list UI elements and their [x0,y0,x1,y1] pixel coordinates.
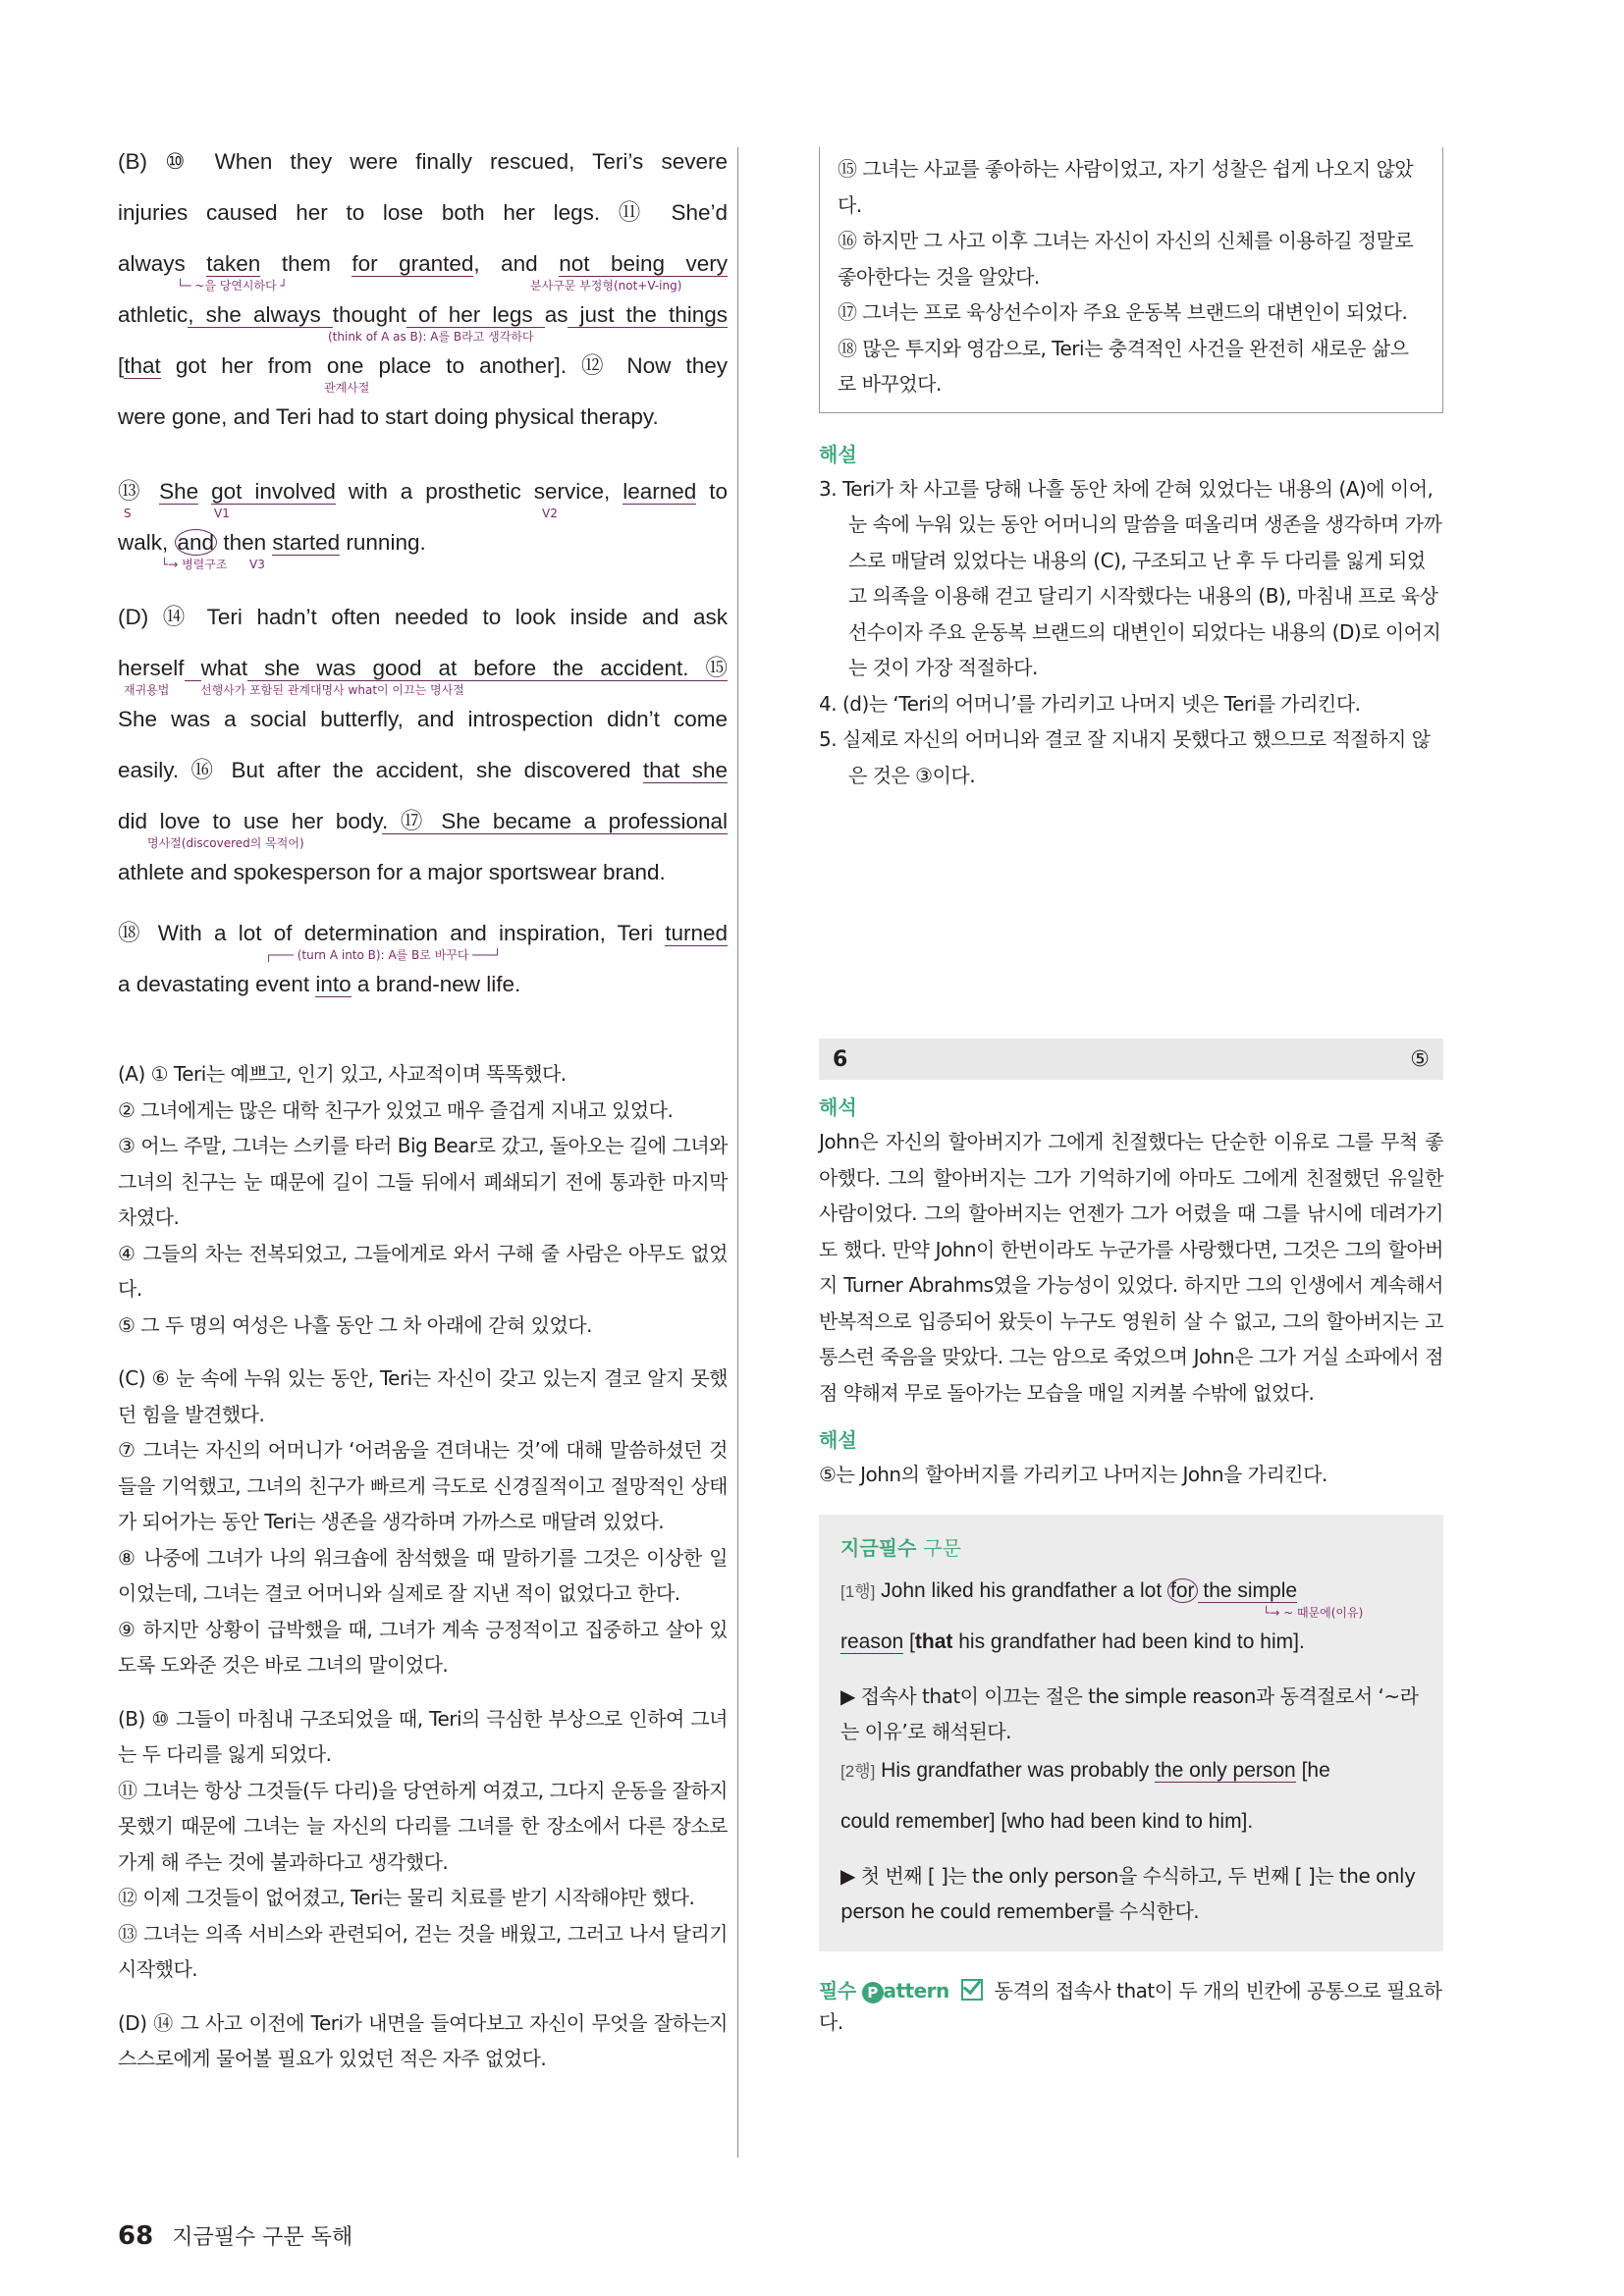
translation-block [118,2005,728,2077]
syntax-title-b: 구문 [923,1535,961,1560]
line-text: with a prosthetic service, [335,479,623,504]
grammar-annotation: V2 [542,507,558,520]
english-line [118,705,728,756]
english-line [118,919,728,970]
english-line [118,970,728,1021]
english-passage-e [118,919,728,1021]
translation-block [118,1361,728,1683]
line-text: , and [473,251,560,276]
syntax-text: could remember] [who had been kind to him]. [840,1809,1254,1833]
underlined-word: reason [840,1629,904,1653]
english-line [118,300,728,351]
syntax-box [819,1515,1443,1951]
q6-explanation: ⑤는 John의 할아버지를 가리키고 나머지는 John을 가리킨다. [819,1463,1327,1486]
marked-phrase: She [159,479,199,504]
translation-sentence: ⑤ 그 두 명의 여성은 나흘 동안 그 차 아래에 갇혀 있었다. [118,1312,592,1337]
syntax-text: his grandfather had been kind to him]. [952,1629,1305,1653]
question-answer: ⑤ [1410,1046,1430,1072]
line-text: ⑱ With a lot of determination and inspiration, Teri [118,921,666,945]
english-line [118,603,728,654]
right-column [819,147,1443,2038]
korean-translation [118,1056,728,2077]
marked-phrase: taken [206,251,261,276]
english-line [118,807,728,858]
marked-phrase: that she [642,758,728,782]
line-text: herself [118,656,185,680]
line-text: running. [340,530,426,555]
grammar-annotation: V1 [214,507,230,520]
syntax-line-1 [840,1576,1422,1628]
grammar-annotation: ┌─── (turn A into B): A를 B로 바꾸다 ───┘ [265,948,502,962]
marked-phrase: that [124,353,161,378]
english-passage-b [118,147,728,454]
translation-block [118,1056,728,1343]
translation-sentence: (A) ① Teri는 예쁘고, 인기 있고, 사교적이며 똑똑했다. [118,1062,567,1086]
question-number: 6 [833,1046,848,1072]
translation-sentence: (C) ⑥ 눈 속에 누워 있는 동안, Teri는 자신이 갖고 있는지 결코 알지 못했던 힘을 발견했다. [118,1366,728,1426]
syntax-note-2: ▶ 첫 번째 [ ]는 the only person을 수식하고, 두 번째 [ ]는 the only person he could remember를 수식한다. [840,1863,1416,1923]
marked-phrase: got involved [211,479,336,504]
grammar-annotation: └→ 병렬구조 [161,558,228,571]
line-text: thought [332,302,406,327]
translation-sentence: ⑮ 그녀는 사교를 좋아하는 사람이었고, 자기 성찰은 쉽게 나오지 않았다. [838,157,1414,217]
line-text: a devastating event [118,972,316,996]
line-tag: [2행] [840,1761,876,1781]
translation-sentence: ③ 어느 주말, 그녀는 스키를 타러 Big Bear로 갔고, 돌아오는 길에 그녀와 그녀의 친구는 눈 때문에 길이 그들 뒤에서 폐쇄되기 전에 통과한 마지막 차였다. [118,1134,728,1229]
marked-phrase: learned [623,479,697,504]
translation-sentence: ⑰ 그녀는 프로 육상선수이자 주요 운동복 브랜드의 대변인이 되었다. [838,300,1408,324]
translation-sentence: ⑯ 하지만 그 사고 이후 그녀는 자신이 자신의 신체를 이용하길 정말로 좋아한다는 것을 알았다. [838,229,1414,289]
syntax-line-1b [840,1628,1422,1679]
marked-phrase: of her legs [406,302,545,327]
underlined-phrase: the simple [1197,1578,1298,1602]
line-tag: [1행] [840,1581,876,1601]
line-text: to [696,479,728,504]
english-passage-d [118,603,728,909]
line-text: walk, [118,530,175,555]
translation-heading: 해석 [819,1095,857,1119]
pattern-label: 필수 [819,1978,856,2002]
translation-sentence: (D) ⑭ 그 사고 이전에 Teri가 내면을 들여다보고 자신이 무엇을 잘하는지 스스로에게 물어볼 필요가 있었던 적은 자주 없었다. [118,2010,728,2070]
english-line [118,477,728,528]
grammar-annotation: V3 [249,558,265,571]
marked-phrase: for granted [352,251,474,276]
marked-phrase: not being very [559,251,729,276]
english-line [118,198,728,249]
english-line [118,351,728,402]
marked-phrase: started [272,530,341,555]
syntax-title-a: 지금필수 [840,1535,917,1560]
pattern-text: 동격의 접속사 that이 두 개의 빈칸에 공통으로 필요하다. [819,1978,1442,2034]
line-text: always [118,251,207,276]
english-line [118,402,728,454]
grammar-annotation: 분사구문 부정형(not+V-ing) [530,279,682,293]
pattern-note [819,1975,1443,2038]
syntax-text: [he [1295,1758,1330,1782]
marked-phrase: into [315,972,352,996]
pattern-p-icon: P [862,1982,884,2003]
syntax-title [840,1532,1422,1561]
marked-phrase: and [175,529,218,556]
underlined-phrase: the only person [1155,1758,1296,1782]
translation-sentence: ⑨ 하지만 상황이 급박했을 때, 그녀가 계속 긍정적이고 집중하고 살아 있도록 도와준 것은 바로 그녀의 말이었다. [118,1617,728,1677]
q6-explanation-heading: 해설 [819,1428,857,1452]
explanation-item: 4. (d)는 ‘Teri의 어머니’를 가리키고 나머지 넷은 Teri를 가리킨다. [819,691,1361,716]
marked-phrase: . ⑰ She became a professional [381,809,728,833]
explanation-heading: 해설 [819,442,857,466]
grammar-annotation: 선행사가 포함된 관계대명사 what이 이끄는 명사절 [200,683,464,697]
translation-sentence: ② 그녀에게는 많은 대학 친구가 있었고 매우 즐겁게 지내고 있었다. [118,1097,674,1122]
line-text [198,479,211,504]
circled-word: for [1167,1578,1198,1603]
explanation-list [819,471,1443,794]
line-text: then [217,530,273,555]
pattern-label-2: attern [883,1978,949,2002]
syntax-text: [ [903,1629,915,1653]
english-line [118,756,728,807]
line-text: easily. ⑯ But after the accident, she discovered [118,758,643,782]
line-text: She was a social butterfly, and introspection didn’t come [118,707,728,731]
marked-phrase: just the things [568,302,728,327]
syntax-line-2 [840,1756,1422,1807]
page-number: 68 [118,2221,154,2251]
translation-box [819,147,1443,413]
line-text: them [260,251,352,276]
syntax-note-1: ▶ 접속사 that이 이끄는 절은 the simple reason과 동격절로서 ‘~라는 이유’로 해석된다. [840,1683,1419,1743]
english-line [118,528,728,579]
english-line [118,654,728,705]
grammar-annotation: (think of A as B): A를 B라고 생각하다 [328,330,534,344]
translation-sentence: ⑦ 그녀는 자신의 어머니가 ‘어려움을 견뎌내는 것’에 대해 말씀하셨던 것들을 기억했고, 그녀의 친구가 빠르게 극도로 신경질적이고 절망적인 상태가 되어가는 동안 Teri는 생존을 생각하며 가까스로 매달려 있었다. [118,1438,728,1533]
explanation-item: 5. 실제로 자신의 어머니와 결코 잘 지내지 못했다고 했으므로 적절하지 않은 것은 ③이다. [819,727,1431,787]
syntax-line-2b [840,1807,1422,1858]
english-line [118,147,728,198]
explanation-item: 3. Teri가 차 사고를 당해 나흘 동안 차에 갇혀 있었다는 내용의 (A)에 이어, 눈 속에 누워 있는 동안 어머니의 말씀을 떠올리며 생존을 생각하며 가까스로 매달려 있었다는 내용의 (C), 구조되고 난 후 두 다리를 잃게 되었고 의족을 이용해 걷고 달리기 시작했다는 내용의 (B), 마침내 프로 육상선수이자 주요 운동복 브랜드의 대변인이 되었다는 내용의 (D)로 이어지는 것이 가장 적절하다. [819,476,1442,679]
english-line [118,249,728,300]
translation-sentence: (B) ⑩ 그들이 마침내 구조되었을 때, Teri의 극심한 부상으로 인하여 그녀는 두 다리를 잃게 되었다. [118,1706,728,1766]
translation-sentence: ⑧ 나중에 그녀가 나의 워크숍에 참석했을 때 말하기를 그것은 이상한 일이었는데, 그녀는 결코 어머니와 실제로 잘 지낸 적이 없었다고 한다. [118,1545,728,1605]
line-text: (D) ⑭ Teri hadn’t often needed to look inside and ask [118,605,728,629]
line-text: injuries caused her to lose both her legs. ⑪ She’d [118,200,728,225]
line-text: were gone, and Teri had to start doing physical therapy. [118,404,659,429]
marked-phrase: turned [665,921,728,945]
page-footer [118,2220,352,2251]
annotation: └→ ~ 때문에(이유) [1263,1605,1364,1620]
line-text: a brand-new life. [351,972,521,996]
grammar-annotation: 재귀용법 [124,683,170,697]
syntax-text: His grandfather was probably [875,1758,1156,1782]
translation-block [118,1701,728,1988]
bold-word: that [914,1629,953,1653]
english-passage-b2 [118,477,728,579]
translation-sentence: ⑬ 그녀는 의족 서비스와 관련되어, 걷는 것을 배웠고, 그러고 나서 달리기 시작했다. [118,1921,728,1981]
grammar-annotation: 명사절(discovered의 목적어) [147,836,304,850]
grammar-annotation: └─ ~을 당연시하다 ┘ [177,279,288,293]
line-text: athletic [118,302,189,327]
line-text: athlete and spokesperson for a major sportswear brand. [118,860,666,884]
line-text: [ [118,353,125,378]
book-title: 지금필수 구문 독해 [172,2225,353,2250]
translation-sentence: ④ 그들의 차는 전복되었고, 그들에게로 와서 구해 줄 사람은 아무도 없었다. [118,1241,728,1301]
grammar-annotation: S [124,507,132,520]
marked-phrase: she was good at before the accident. ⑮ [247,656,728,680]
left-column [118,147,738,2158]
translation-sentence: ⑱ 많은 투지와 영감으로, Teri는 충격적인 사건을 완전히 새로운 삶으로 바꾸었다. [838,336,1409,396]
marked-phrase: , she always [188,302,333,327]
english-line [118,858,728,909]
translation-sentence: ⑫ 이제 그것들이 없어졌고, Teri는 물리 치료를 받기 시작해야만 했다. [118,1886,695,1909]
line-text: (B) ⑩ When they were finally rescued, Teri’s severe [118,149,728,174]
line-text: as [544,302,568,327]
marked-phrase [185,656,201,681]
line-text: did love to use her body [118,809,382,833]
line-text: got her from one place to another]. ⑫ Now they [160,353,728,378]
line-text: what [200,656,248,680]
grammar-annotation: 관계사절 [324,381,370,395]
q6-translation: John은 자신의 할아버지가 그에게 친절했다는 단순한 이유로 그를 무척 좋아했다. 그의 할아버지는 그가 기억하기에 아마도 그에게 친절했던 유일한 사람이었다. 그의 할아버지는 언젠가 그가 어렸을 때 그를 낚시에 데려가기도 했다. 만약 John이 한번이라도 누군가를 사랑했다면, 그것은 그의 할아버지 Turner Abrahms였을 가능성이 있었다. 하지만 그의 인생에서 계속해서 반복적으로 입증되어 왔듯이 누구도 영원히 살 수 없고, 그의 할아버지는 고통스런 죽음을 맞았다. 그는 암으로 죽었으며 John은 그가 거실 소파에서 점점 약해져 무로 돌아가는 모습을 매일 지켜볼 수밖에 없었다. [819,1130,1443,1405]
translation-sentence: ⑪ 그녀는 항상 그것들(두 다리)을 당연하게 여겼고, 그다지 운동을 잘하지 못했기 때문에 그녀는 늘 자신의 다리를 그녀를 한 장소에서 다른 장소로 가게 해 주는 것에 불과하다고 생각했다. [118,1778,728,1874]
line-text: ⑬ [118,479,160,504]
question-6-header [819,1039,1443,1080]
syntax-text: John liked his grandfather a lot [875,1578,1168,1602]
check-icon [961,1979,983,2001]
